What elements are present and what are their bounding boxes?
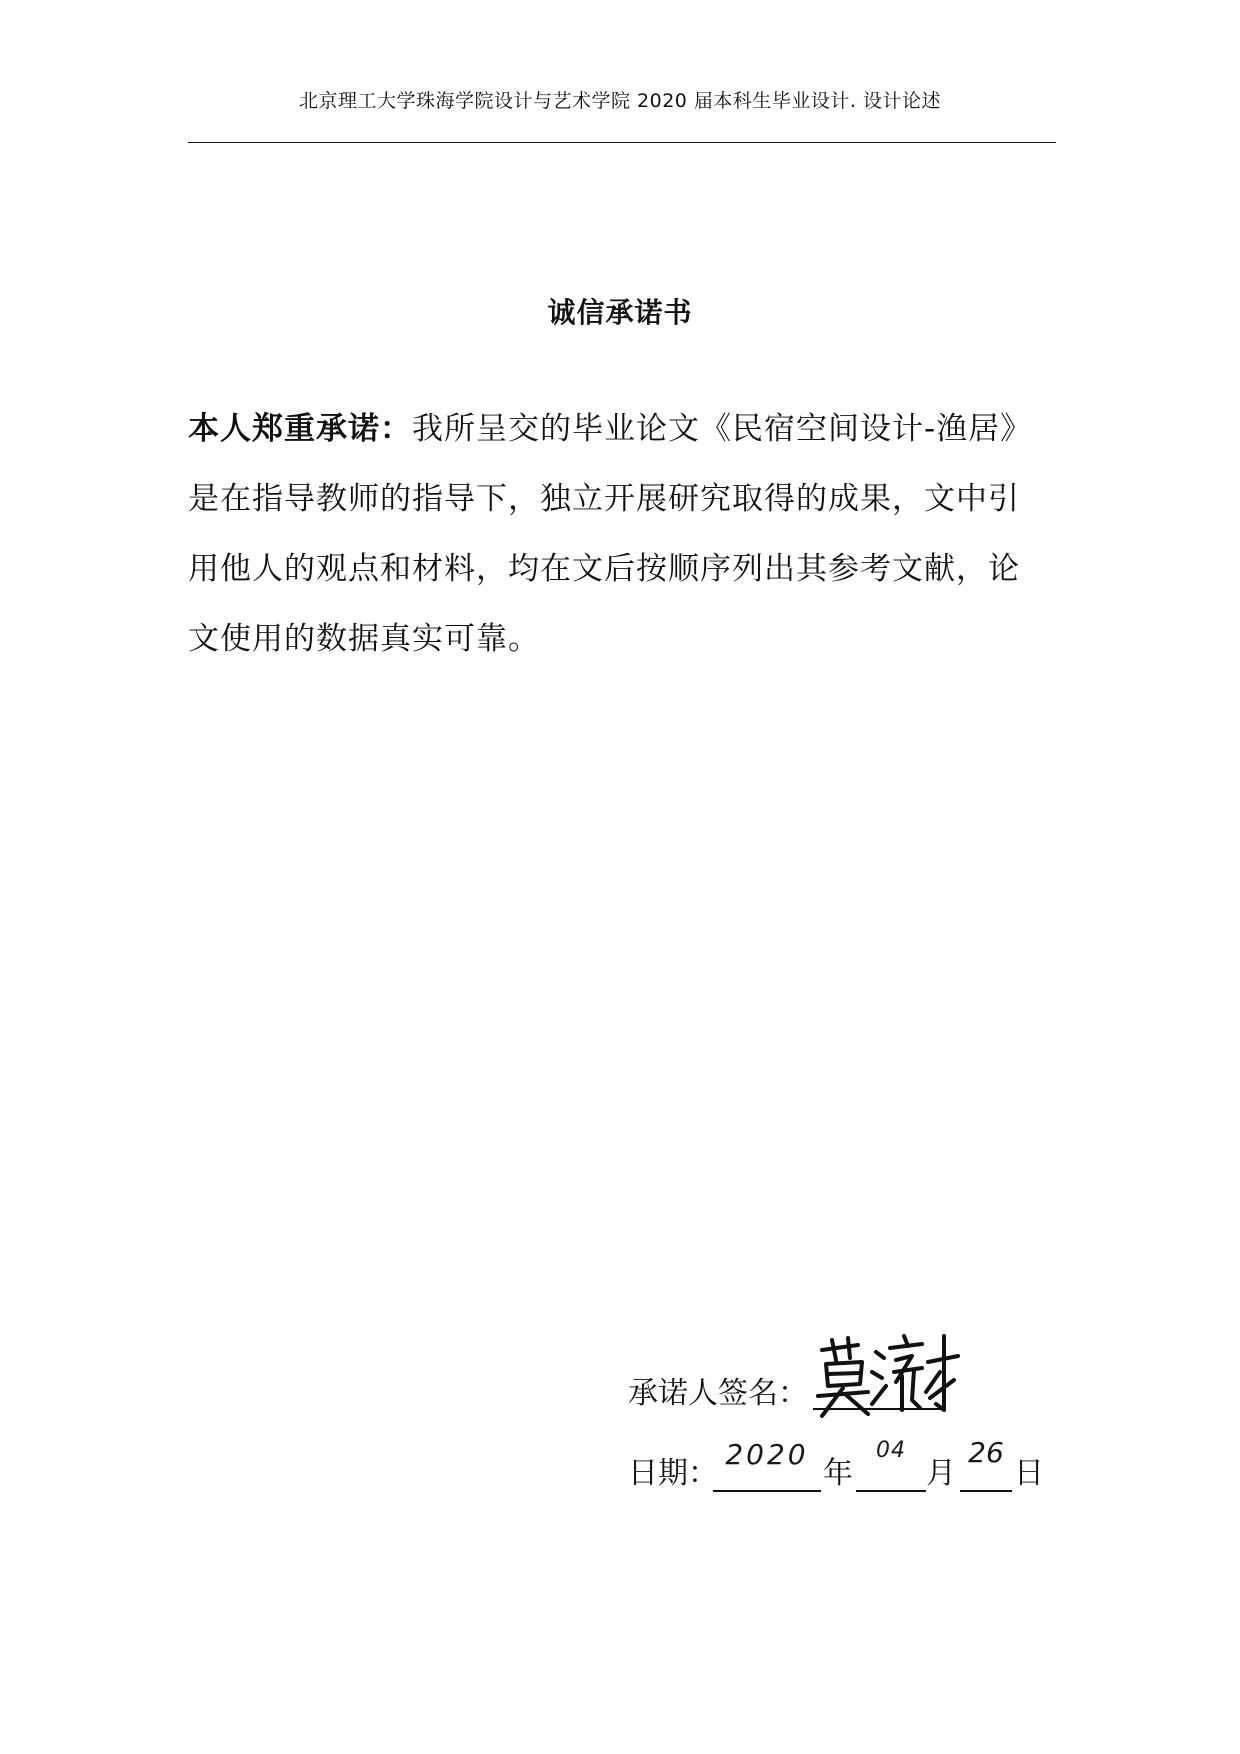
month-unit: 月 bbox=[926, 1456, 956, 1491]
header-divider bbox=[188, 142, 1056, 143]
document-title: 诚信承诺书 bbox=[547, 296, 693, 329]
day-field bbox=[960, 1436, 1012, 1492]
statement-line-1 bbox=[188, 394, 1038, 464]
date-label: 日期： bbox=[628, 1456, 718, 1491]
month-field bbox=[856, 1438, 926, 1492]
signature-label: 承诺人签名： bbox=[628, 1376, 808, 1411]
statement-lead: 本人郑重承诺： bbox=[188, 411, 412, 447]
month-value: 04 bbox=[876, 1438, 906, 1463]
page-header: 北京理工大学珠海学院设计与艺术学院 2020 届本科生毕业设计. 设计论述 bbox=[298, 90, 941, 112]
year-value: 2020 bbox=[725, 1438, 809, 1471]
year-unit: 年 bbox=[823, 1456, 853, 1491]
statement-line-3: 用他人的观点和材料，均在文后按顺序列出其参考文献，论 bbox=[188, 551, 1020, 587]
year-field bbox=[713, 1438, 821, 1492]
statement-line-4: 文使用的数据真实可靠。 bbox=[188, 621, 540, 657]
statement-line-1-text: 我所呈交的毕业论文《民宿空间设计-渔居》 bbox=[412, 411, 1033, 447]
pledge-statement bbox=[188, 394, 1038, 674]
day-unit: 日 bbox=[1014, 1456, 1044, 1491]
day-value: 26 bbox=[968, 1436, 1004, 1469]
date-row bbox=[628, 1436, 1048, 1492]
statement-line-2: 是在指导教师的指导下，独立开展研究取得的成果，文中引 bbox=[188, 481, 1020, 517]
signature-underline bbox=[813, 1408, 941, 1410]
